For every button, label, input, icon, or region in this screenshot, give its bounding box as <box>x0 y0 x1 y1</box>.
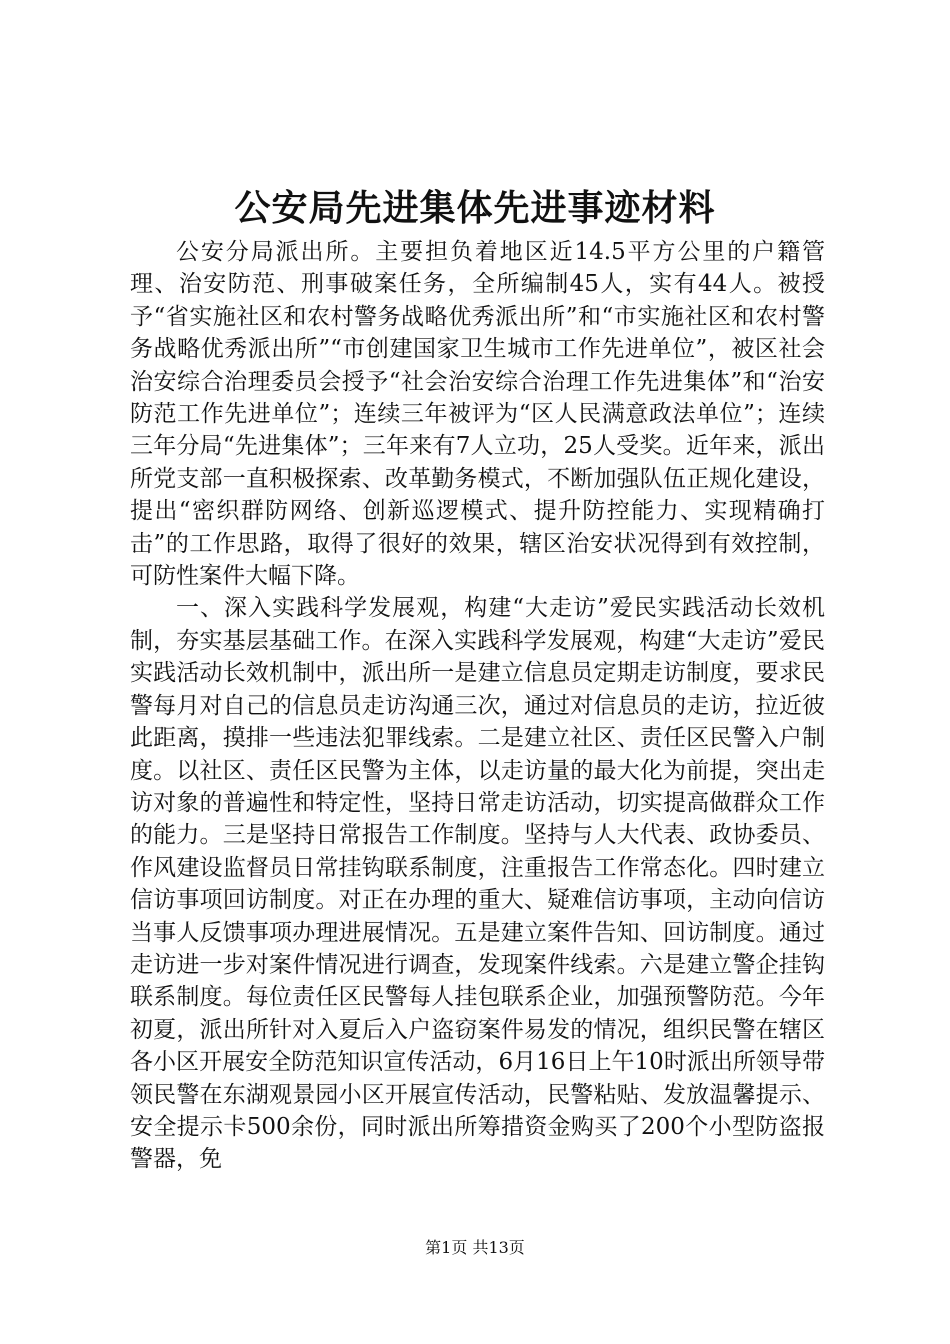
page-number-footer: 第1页 共13页 <box>425 1238 525 1257</box>
intro-paragraph: 公安分局派出所。主要担负着地区近14.5平方公里的户籍管理、治安防范、刑事破案任务，全所编制45人，实有44人。被授予“省实施社区和农村警务战略优秀派出所”和“市实施社区和农村警务战略优秀派出所”“市创建国家卫生城市工作先进单位”，被区社会治安综合治理委员会授予“社会治安综合治理工作先进集体”和“治安防范工作先进单位”；连续三年被评为“区人民满意政法单位”；连续三年分局“先进集体”；三年来有7人立功，25人受奖。近年来，派出所党支部一直积极探索、改革勤务模式，不断加强队伍正规化建设，提出“密织群防网络、创新巡逻模式、提升防控能力、实现精确打击”的工作思路，取得了很好的效果，辖区治安状况得到有效控制，可防性案件大幅下降。 <box>130 239 825 590</box>
document-body <box>130 236 825 1176</box>
section-one-paragraph: 一、深入实践科学发展观，构建“大走访”爱民实践活动长效机制，夯实基层基础工作。在深入实践科学发展观，构建“大走访”爱民实践活动长效机制中，派出所一是建立信息员定期走访制度，要求民警每月对自己的信息员走访沟通三次，通过对信息员的走访，拉近彼此距离，摸排一些违法犯罪线索。二是建立社区、责任区民警入户制度。以社区、责任区民警为主体，以走访量的最大化为前提，突出走访对象的普遍性和特定性，坚持日常走访活动，切实提高做群众工作的能力。三是坚持日常报告工作制度。坚持与人大代表、政协委员、作风建设监督员日常挂钩联系制度，注重报告工作常态化。四时建立信访事项回访制度。对正在办理的重大、疑难信访事项，主动向信访当事人反馈事项办理进展情况。五是建立案件告知、回访制度。通过走访进一步对案件情况进行调查，发现案件线索。六是建立警企挂钩联系制度。每位责任区民警每人挂包联系企业，加强预警防范。今年初夏，派出所针对入夏后入户盗窃案件易发的情况，组织民警在辖区各小区开展安全防范知识宣传活动，6月16日上午10时派出所领导带领民警在东湖观景园小区开展宣传活动，民警粘贴、发放温馨提示、安全提示卡500余份，同时派出所筹措资金购买了200个小型防盗报警器，免 <box>130 595 825 1173</box>
document-title: 公安局先进集体先进事迹材料 <box>234 187 716 229</box>
